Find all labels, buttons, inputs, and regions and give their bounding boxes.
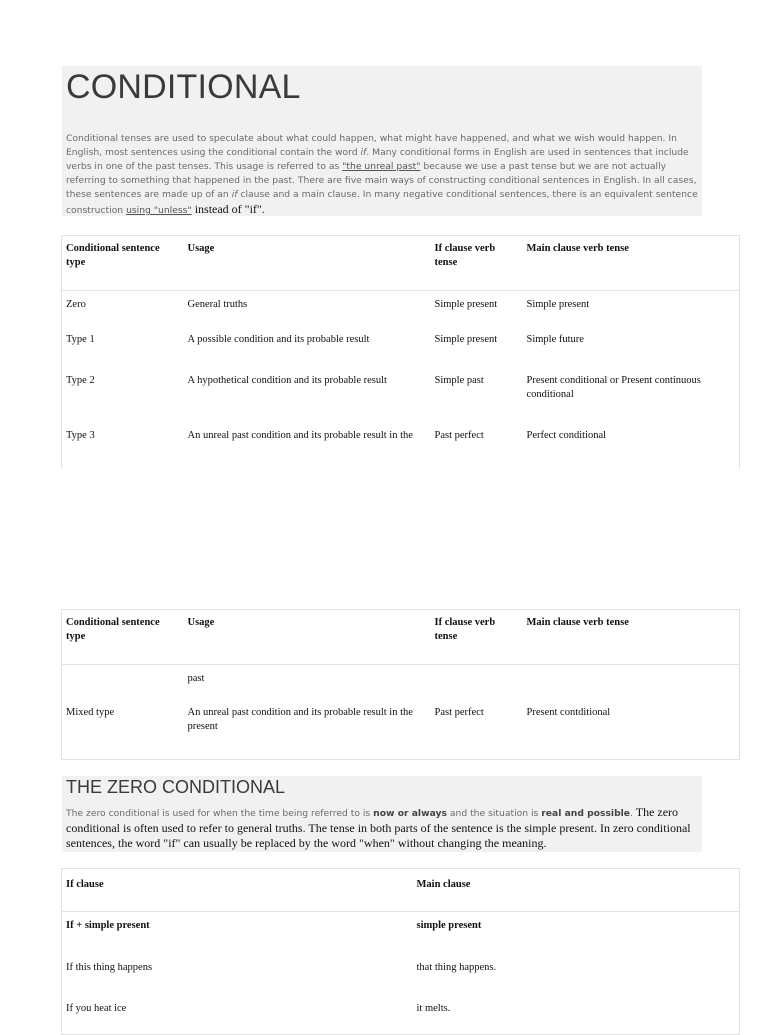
col-header-if-tense: If clause verb tense [431, 236, 523, 291]
cell-if-tense: Past perfect [434, 706, 484, 718]
conditional-types-table-continued [61, 609, 740, 760]
unless-link[interactable]: using "unless" [126, 205, 192, 216]
intro-paragraph [66, 132, 702, 218]
table-header-row [62, 869, 740, 912]
table-row [62, 665, 740, 706]
cell-main-tense: Present conditional or Present continuous conditional [526, 374, 701, 400]
zero-bold-2: real and possible [541, 808, 631, 819]
cell-main-tense: Perfect conditional [526, 429, 607, 441]
cell-main-clause: that thing happens. [416, 961, 497, 973]
col-header-type: Conditional sentence type [62, 236, 184, 291]
cell-usage: past [187, 673, 205, 684]
cell-if-tense: Simple present [434, 333, 498, 345]
cell-main-tense: Present contditional [526, 706, 611, 718]
table-row [62, 706, 740, 760]
intro-text-2: . Many conditional forms in English are used in sentences that include verbs in one of the past tenses. This usage is referred to as [66, 147, 689, 172]
table-row [62, 995, 740, 1035]
col-header-if-clause: If clause [62, 869, 413, 912]
intro-if-word: if [360, 147, 367, 158]
cell-type: Mixed type [66, 706, 115, 718]
table-row [62, 429, 740, 469]
zero-conditional-table [61, 868, 740, 1035]
cell-type: Zero [66, 299, 86, 310]
page-title: CONDITIONAL [66, 68, 301, 106]
cell-if-tense: Simple present [434, 299, 498, 310]
cell-if-clause: If + simple present [66, 920, 150, 931]
cell-main-tense [523, 665, 740, 706]
zero-body: The zero conditional is often used to refer to general truths. The tense in both parts of the sentence is the simple present. In zero conditional sentences, the word "if" can usually be replaced by the word "when" without changing the meaning. [66, 805, 691, 850]
cell-main-clause: simple present [416, 920, 482, 931]
cell-type: Type 3 [66, 429, 95, 441]
table-header-row [62, 236, 740, 291]
cell-type: Type 2 [66, 374, 95, 386]
cell-type: Type 1 [66, 333, 95, 345]
intro-text-1: Conditional tenses are used to speculate about what could happen, what might have happened, and what we wish would happen. In English, most sentences using the conditional contain the word [66, 133, 677, 158]
zero-lead-1: The zero conditional is used for when the time being referred to is [66, 808, 374, 819]
cell-if-tense: Simple past [434, 374, 484, 386]
cell-if-clause: If this thing happens [66, 961, 153, 973]
zero-conditional-paragraph [66, 805, 702, 851]
cell-usage: A possible condition and its probable result [187, 333, 370, 345]
cell-usage: A hypothetical condition and its probable result [187, 374, 387, 386]
col-header-usage: Usage [184, 610, 431, 665]
table-header-row [62, 610, 740, 665]
cell-usage: An unreal past condition and its probable result in the present [187, 706, 413, 732]
intro-text-4: clause and a main clause. In many negative conditional sentences, there is an equivalent sentence construction [66, 189, 698, 216]
unreal-past-link[interactable]: "the unreal past" [342, 161, 421, 172]
zero-lead [66, 808, 633, 819]
cell-if-tense: Past perfect [434, 429, 484, 441]
cell-usage: An unreal past condition and its probable result in the [187, 429, 413, 441]
cell-if-tense [431, 665, 523, 706]
zero-lead-2: and the situation is [446, 808, 542, 819]
zero-bold-1: now or always [373, 808, 447, 819]
col-header-type: Conditional sentence type [62, 610, 184, 665]
intro-if-word-2: if [231, 189, 238, 200]
cell-main-clause: it melts. [416, 1002, 451, 1014]
col-header-main-tense: Main clause verb tense [523, 610, 740, 665]
cell-main-tense: Simple future [526, 333, 584, 345]
table-row [62, 954, 740, 995]
zero-conditional-heading: THE ZERO CONDITIONAL [66, 777, 286, 797]
table-row [62, 333, 740, 374]
intro-tail: instead of "if". [191, 202, 265, 216]
zero-lead-3: . [630, 808, 633, 819]
col-header-usage: Usage [184, 236, 431, 291]
table-row [62, 291, 740, 333]
table-row [62, 374, 740, 429]
cell-usage: General truths [187, 299, 248, 310]
conditional-types-table [61, 235, 740, 469]
col-header-if-tense: If clause verb tense [431, 610, 523, 665]
table-row [62, 912, 740, 954]
cell-if-clause: If you heat ice [66, 1002, 127, 1014]
cell-main-tense: Simple present [526, 299, 590, 310]
col-header-main-clause: Main clause [413, 869, 740, 912]
cell-type [62, 665, 184, 706]
intro-text-3: because we use a past tense but we are not actually referring to something that happened in the past. There are five main ways of constructing conditional sentences in English. In all cases, these sentences are made up of an [66, 161, 697, 200]
col-header-main-tense: Main clause verb tense [523, 236, 740, 291]
